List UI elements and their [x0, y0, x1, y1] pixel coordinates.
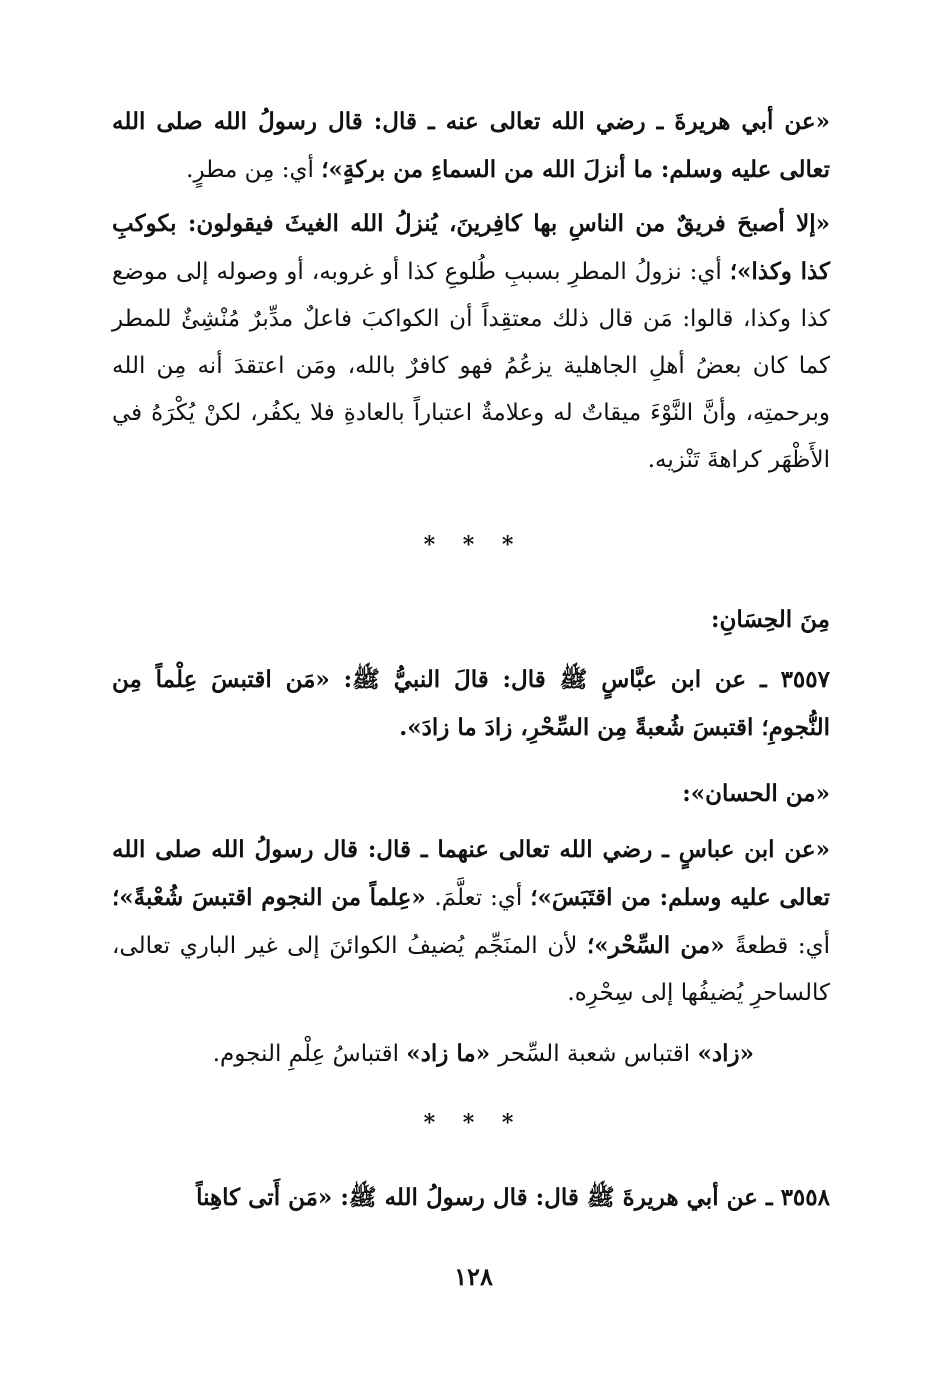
- bold-hadith-text: «من السِّحْر»؛: [586, 932, 735, 959]
- paragraph-commentary-4: [112, 1030, 754, 1078]
- bold-hadith-text: «ما زاد»: [406, 1040, 499, 1067]
- commentary-heading-hisan: «من الحسان»:: [682, 780, 830, 807]
- hadith-3558: [112, 1174, 830, 1222]
- hadith-text: ٣٥٥٨ ـ عن أبي هريرةَ ﷺ قال: قال رسولُ الله ﷺ: «مَن أَتى كاهِناً: [196, 1184, 830, 1211]
- commentary-text: لأن المنَجِّم يُضيفُ الكوائنَ إلى غير الباري تعالى، كالساحرِ يُضيفُها إلى سِحْرِه.: [112, 933, 830, 1006]
- commentary-text: أي: تعلَّمَ.: [434, 885, 531, 911]
- hadith-3557: [112, 656, 830, 752]
- bold-hadith-text: «إلا أصبحَ فريقٌ من الناسِ بها كافِرينَ، يُنزلُ الله الغيثَ فيقولون: بكوكبِ كذا وكذا»؛: [112, 210, 830, 285]
- paragraph-commentary-1: [112, 98, 830, 194]
- commentary-text: أي: قطعةً: [734, 933, 830, 959]
- section-separator: * * *: [423, 1110, 524, 1136]
- commentary-text: أي: مِن مطرٍ.: [186, 157, 322, 183]
- bold-hadith-text: «عن أبي هريرةَ ـ رضي الله تعالى عنه ـ قال: قال رسولُ الله صلى الله تعالى عليه وسلم: ما أنزلَ الله من السماءِ من بركةٍ»؛: [112, 108, 830, 183]
- commentary-text: اقتباسُ عِلْمِ النجوم.: [212, 1041, 407, 1067]
- bold-hadith-text: «زاد»: [697, 1040, 754, 1067]
- bold-hadith-text: «عِلماً من النجوم اقتبسَ شُعْبةً»؛: [112, 884, 435, 911]
- bold-hadith-text: «عن ابن عباسٍ ـ رضي الله تعالى عنهما ـ قال: قال رسولُ الله صلى الله تعالى عليه وسلم: من اقتَبَسَ»؛: [112, 836, 831, 911]
- commentary-text: اقتباس شعبة السِّحر: [498, 1041, 698, 1067]
- paragraph-commentary-2: [112, 200, 830, 484]
- page-number: ١٢٨: [454, 1262, 493, 1291]
- paragraph-commentary-3: [112, 826, 830, 1017]
- section-heading-hisan: مِنَ الحِسَانِ:: [711, 606, 830, 633]
- commentary-text: أي: نزولُ المطرِ بسببِ طُلوعِ كذا أو غروبه، أو وصوله إلى موضع كذا وكذا، قالوا: مَن قال ذلك معتقِداً أن الكواكبَ فاعلٌ مدِّبرٌ مُنْشِئٌ للمطر كما كان بعضُ أهلِ الجاهلية يزعُمُ فهو كافرٌ بالله، ومَن اعتقدَ أنه مِن الله وبرحمتِه، وأنَّ النَّوْءَ ميقاتٌ له وعلامةٌ اعتباراً بالعادةِ فلا يكفُر، لكنْ يُكْرَهُ في الأَظْهَر كراهةَ تَنْزيه.: [112, 259, 830, 473]
- hadith-text: ٣٥٥٧ ـ عن ابن عبَّاسٍ ﷺ قال: قالَ النبيُّ ﷺ: «مَن اقتبسَ عِلْماً مِن النُّجومِ؛ اقتبسَ شُعبةً مِن السِّحْرِ، زادَ ما زادَ».: [112, 666, 830, 741]
- section-separator: * * *: [423, 532, 524, 558]
